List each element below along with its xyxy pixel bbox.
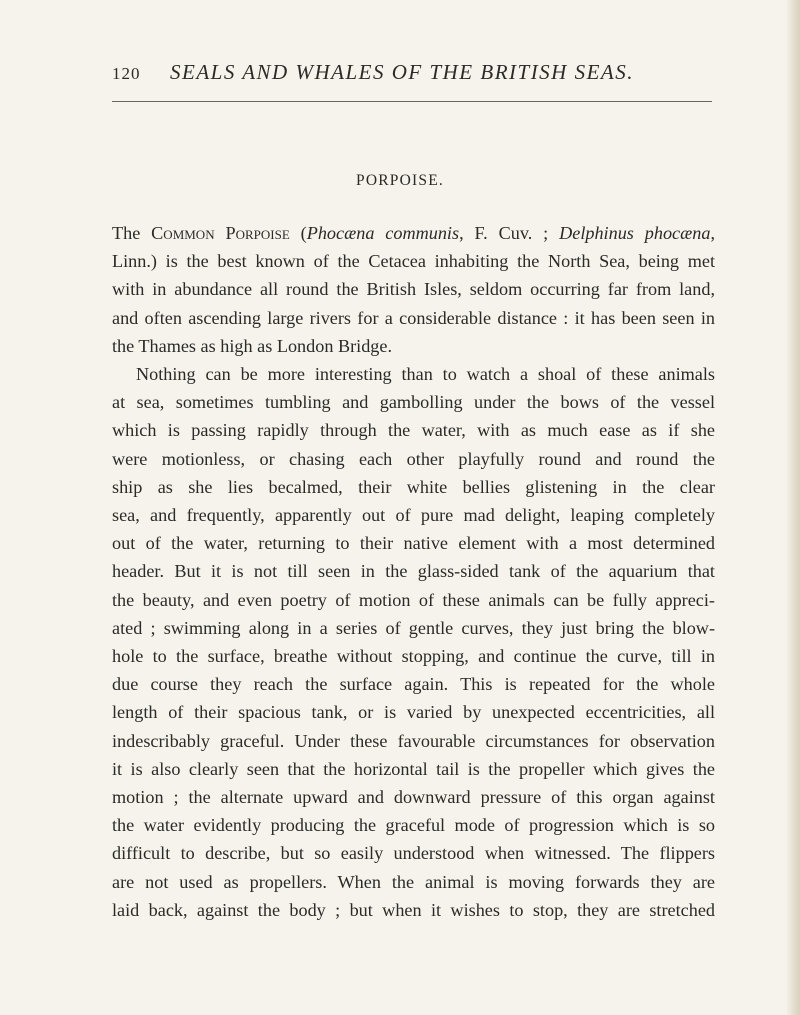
text-line: [112, 501, 715, 529]
text-line: [112, 783, 715, 811]
text-run: the beauty, and even poetry of motion of these animals can be fully appreci-: [112, 589, 715, 610]
running-title: SEALS AND WHALES OF THE BRITISH SEAS.: [170, 60, 635, 84]
text-run: the water evidently producing the graceful mode of progression which is so: [112, 815, 715, 836]
header-rule: [112, 101, 712, 102]
text-run: ship as she lies becalmed, their white bellies glistening in the clear: [112, 476, 715, 497]
text-run: laid back, against the body ; but when it wishes to stop, they are stretched: [112, 899, 715, 920]
text-run: the Thames as high as London Bridge.: [112, 335, 393, 356]
text-run: are not used as propellers. When the animal is moving forwards they are: [112, 871, 715, 892]
text-run: and often ascending large rivers for a considerable distance : it has been seen in: [112, 307, 715, 328]
text-line: [112, 670, 715, 698]
page-number: 120: [112, 64, 141, 83]
text-run: The: [112, 223, 152, 243]
text-run: indescribably graceful. Under these favourable circumstances for observation: [112, 730, 715, 751]
term-smallcaps: Common Porpoise: [151, 223, 290, 243]
text-line: [112, 811, 715, 839]
text-line: [112, 839, 715, 867]
text-run: difficult to describe, but so easily understood when witnessed. The flippers: [112, 843, 715, 864]
text-run: due course they reach the surface again. This is repeated for the whole: [112, 674, 715, 695]
species-name: Phocæna communis: [306, 223, 460, 243]
text-run: hole to the surface, breathe without stopping, and continue the curve, till in: [112, 646, 715, 667]
text-line: [112, 586, 715, 614]
text-line: [112, 755, 715, 783]
text-line: [112, 896, 715, 924]
text-run: with in abundance all round the British Isles, seldom occurring far from land,: [112, 279, 715, 300]
text-line: [112, 445, 715, 473]
text-line: [112, 416, 715, 444]
text-run: were motionless, or chasing each other playfully round and round the: [112, 448, 715, 469]
text-line: [112, 332, 715, 360]
text-run: motion ; the alternate upward and downward pressure of this organ against: [112, 787, 715, 808]
text-line: [112, 727, 715, 755]
species-name: Delphinus phocæna: [559, 223, 711, 243]
text-run: ated ; swimming along in a series of gentle curves, they just bring the blow-: [112, 617, 715, 638]
text-line: [112, 275, 715, 303]
paragraph: [112, 360, 715, 924]
text-run: length of their spacious tank, or is varied by unexpected eccentricities, all: [112, 702, 715, 723]
text-line: [112, 219, 715, 247]
text-line: [112, 529, 715, 557]
page-edge-shadow: [786, 0, 800, 1015]
text-run: which is passing rapidly through the water, with as much ease as if she: [112, 420, 715, 441]
text-line: [112, 388, 715, 416]
text-line: [112, 247, 715, 275]
text-line: [112, 698, 715, 726]
text-line: [112, 642, 715, 670]
text-run: out of the water, returning to their native element with a most determined: [112, 533, 715, 554]
text-run: Nothing can be more interesting than to watch a shoal of these animals: [136, 364, 715, 385]
running-header: [112, 60, 712, 90]
text-line: [112, 614, 715, 642]
text-line: [112, 304, 715, 332]
text-line: [112, 557, 715, 585]
text-run: at sea, sometimes tumbling and gambolling under the bows of the vessel: [112, 392, 715, 413]
section-title: PORPOISE.: [356, 172, 444, 189]
text-run: , F. Cuv. ;: [459, 223, 560, 243]
text-line: [112, 473, 715, 501]
text-run: header. But it is not till seen in the glass-sided tank of the aquarium that: [112, 561, 715, 582]
text-run: Linn.) is the best known of the Cetacea inhabiting the North Sea, being met: [112, 251, 715, 272]
text-run: ,: [710, 223, 715, 243]
text-line: [112, 868, 715, 896]
text-line: [112, 360, 715, 388]
body-text: [112, 219, 715, 924]
text-run: sea, and frequently, apparently out of pure mad delight, leaping completely: [112, 505, 715, 526]
text-run: (: [289, 223, 307, 243]
text-run: it is also clearly seen that the horizontal tail is the propeller which gives the: [112, 758, 715, 779]
paragraph: [112, 219, 715, 360]
